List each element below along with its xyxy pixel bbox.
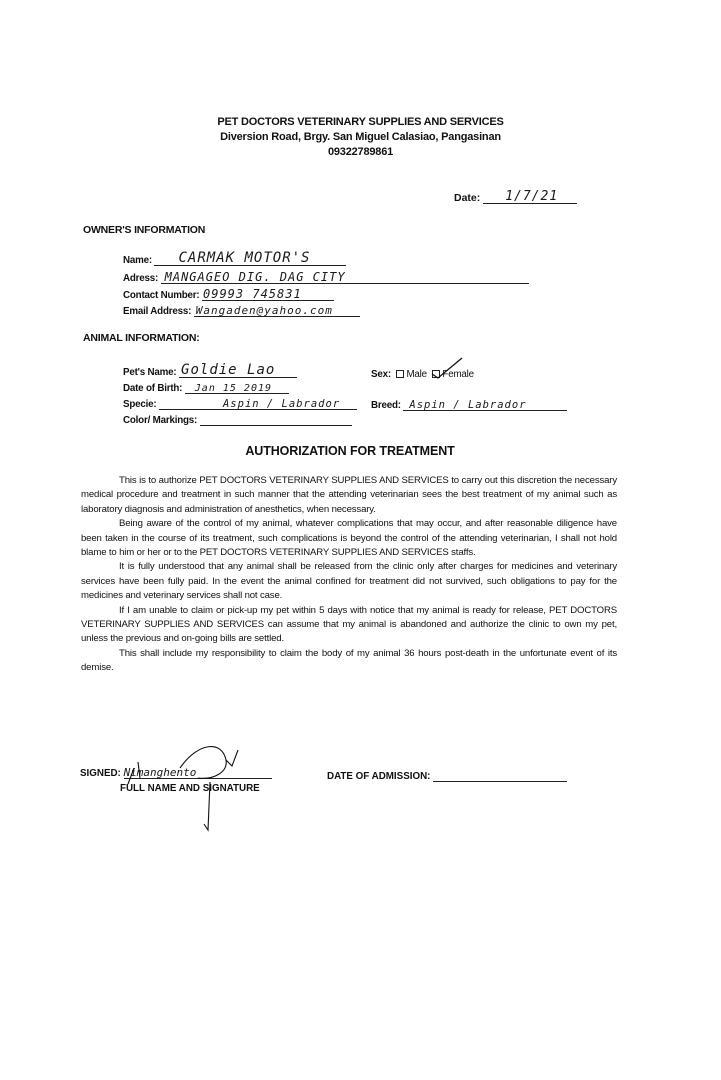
paragraph: If I am unable to claim or pick-up my pet within 5 days with notice that my animal is ready for release, PET DOCTORS VETERINARY SUPPLIES AND SERVICES can assume that my animal is abandoned and authorize the clinic to own my pet, unless the previous and on-going bills are settled. — [81, 604, 617, 645]
owner-contact-value: 09993 745831 — [203, 287, 302, 301]
owner-address-line — [161, 270, 529, 284]
color-label: Color/ Markings: — [123, 415, 198, 426]
owner-contact-line — [202, 287, 334, 301]
breed-field — [371, 397, 567, 411]
owner-email-label: Email Address: — [123, 306, 192, 317]
signature-caption: FULL NAME AND SIGNATURE — [120, 783, 260, 794]
sex-label: Sex: — [371, 369, 391, 380]
color-line — [200, 412, 352, 426]
animal-section-title: ANIMAL INFORMATION: — [83, 332, 200, 344]
authorization-body — [81, 474, 617, 676]
owner-contact-field — [123, 287, 334, 301]
signed-label: SIGNED: — [80, 768, 121, 779]
company-phone: 09322789861 — [327, 146, 394, 158]
breed-value: Aspin / Labrador — [409, 399, 527, 411]
owner-address-field — [123, 270, 529, 284]
owner-contact-label: Contact Number: — [123, 290, 200, 301]
signature-scribble — [118, 738, 248, 838]
color-field — [123, 412, 352, 426]
date-line — [483, 190, 577, 204]
paragraph: Being aware of the control of my animal, whatever complications that may occur, and after reasonable diligence have been taken in the course of its treatment, such complications is beyond the control of the attending veterinarian, I shall not hold blame to him or her or to the PET DOCTORS VETERINARY SUPPLIES AND SERVICES staffs. — [81, 518, 617, 559]
owner-name-line — [154, 252, 346, 266]
dob-value: Jan 15 2019 — [194, 383, 273, 394]
date-label: Date: — [454, 192, 481, 204]
sex-male-checkbox[interactable] — [396, 370, 404, 378]
company-name: PET DOCTORS VETERINARY SUPPLIES AND SERVICES — [217, 116, 504, 128]
owner-name-label: Name: — [123, 255, 152, 266]
owner-name-value: CARMAK MOTOR'S — [178, 250, 311, 266]
owner-address-value: MANGAGEO DIG. DAG CITY — [164, 270, 346, 284]
pet-name-field — [123, 364, 297, 378]
owner-section-title: OWNER'S INFORMATION — [83, 224, 206, 236]
date-field — [454, 190, 577, 204]
dob-field — [123, 380, 289, 394]
sex-male-label: Male — [406, 369, 427, 380]
admission-label: DATE OF ADMISSION: — [327, 771, 431, 782]
signature-name: Nimanghento — [123, 766, 197, 779]
dob-label: Date of Birth: — [123, 383, 183, 394]
breed-line — [403, 397, 567, 411]
dob-line — [185, 380, 289, 394]
admission-field — [327, 768, 567, 782]
pet-name-line — [179, 364, 297, 378]
female-check-mark — [430, 356, 466, 380]
pet-name-label: Pet's Name: — [123, 367, 177, 378]
paragraph: This shall include my responsibility to claim the body of my animal 36 hours post-death in the unfortunate event of its demise. — [81, 647, 617, 674]
specie-field — [123, 396, 357, 410]
admission-line[interactable] — [433, 768, 567, 782]
owner-name-field — [123, 252, 346, 266]
date-value: 1/7/21 — [505, 189, 559, 204]
sex-female-label: Female — [442, 369, 474, 380]
specie-label: Specie: — [123, 399, 157, 410]
breed-label: Breed: — [371, 400, 401, 411]
letterhead — [0, 115, 721, 160]
pet-name-value: Goldie Lao — [181, 362, 276, 378]
owner-email-line — [194, 303, 360, 317]
specie-value: Aspin / Labrador — [222, 398, 341, 410]
owner-address-label: Adress: — [123, 273, 159, 284]
authorization-title: AUTHORIZATION FOR TREATMENT — [245, 444, 455, 458]
paragraph: This is to authorize PET DOCTORS VETERINARY SUPPLIES AND SERVICES to carry out this discretion the necessary medical procedure and treatment in such manner that the attending veterinarian sees the best treatment of my animal such as laboratory diagnosis and administration of anesthetics, when necessary. — [81, 475, 617, 515]
specie-line — [159, 396, 357, 410]
owner-email-field — [123, 303, 360, 317]
paragraph: It is fully understood that any animal shall be released from the clinic only after charges for medicines and veterinary services have been fully paid. In the event the animal confined for treatment did not survived, such obligations to pay for the medicines and veterinary services shall not case. — [81, 561, 617, 602]
company-address: Diversion Road, Brgy. San Miguel Calasiao, Pangasinan — [220, 131, 501, 143]
owner-email-value: Wangaden@yahoo.com — [195, 304, 333, 317]
